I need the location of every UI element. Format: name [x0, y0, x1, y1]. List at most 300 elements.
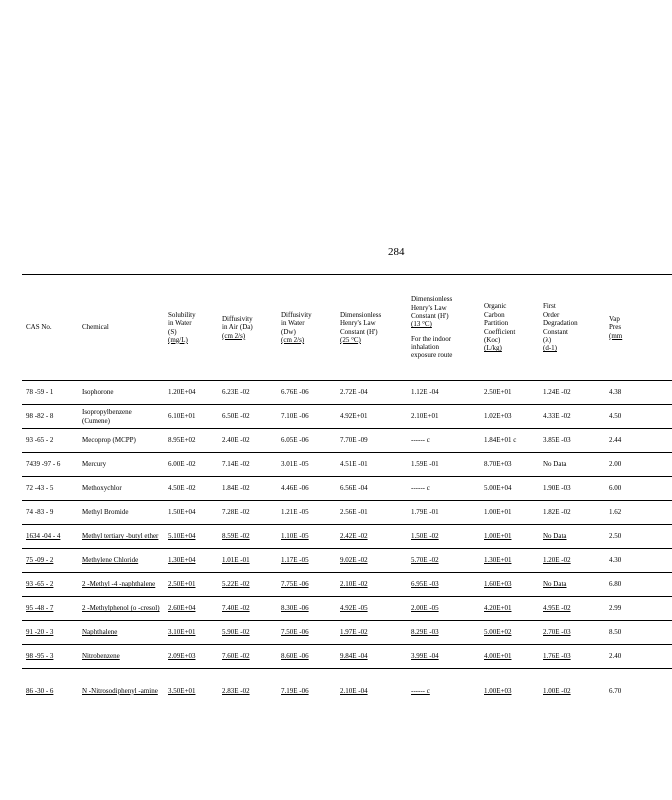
cell-value: 1.00E+03 — [484, 686, 512, 695]
table-cell-koc — [480, 645, 539, 669]
cell-value: 7.19E -06 — [281, 686, 309, 695]
cell-value: 72 -43 - 5 — [26, 484, 54, 493]
table-cell-henry-13c — [407, 597, 480, 621]
table-cell-vapor-pressure — [605, 501, 672, 525]
cell-value: 1.59E -01 — [411, 460, 439, 469]
cell-value: 8.29E -03 — [411, 628, 439, 637]
cell-value: 74 -83 - 9 — [26, 508, 54, 517]
table-row — [22, 573, 672, 597]
table-cell-degradation-constant — [539, 573, 605, 597]
table-cell-diffusivity-water — [277, 477, 336, 501]
table-cell-degradation-constant — [539, 549, 605, 573]
cell-value: 2.09E+03 — [168, 652, 196, 661]
header-line: First — [543, 302, 556, 311]
cell-value: 8.70E+03 — [484, 460, 512, 469]
table-cell-henry-25c — [336, 621, 407, 645]
chemical-properties-table — [22, 274, 672, 713]
table-cell-diffusivity-air — [218, 381, 277, 405]
table-row — [22, 669, 672, 713]
cell-value: 6.23E -02 — [222, 388, 250, 397]
table-cell-koc — [480, 477, 539, 501]
header-line: Degradation — [543, 319, 578, 328]
table-cell-cas-no — [22, 621, 78, 645]
cell-value: 2.40 — [609, 652, 622, 661]
cell-value: 2 -Methylphenol (o -cresol) — [82, 604, 160, 613]
table-cell-henry-13c — [407, 381, 480, 405]
header-line: in Air (Da) — [222, 323, 253, 332]
cell-value: Naphthalene — [82, 628, 118, 637]
cell-value: ------ c — [411, 686, 430, 695]
table-cell-solubility — [164, 525, 218, 549]
cell-value: 6.00E -02 — [168, 460, 196, 469]
table-cell-vapor-pressure — [605, 477, 672, 501]
cell-value: 2.70E -03 — [543, 628, 571, 637]
cell-value: 4.33E -02 — [543, 412, 571, 421]
cell-value: 8.50 — [609, 628, 622, 637]
header-line: (25 °C) — [340, 335, 361, 344]
table-cell-koc — [480, 501, 539, 525]
table-cell-chemical — [78, 405, 164, 429]
cell-value: 2.40E -02 — [222, 436, 250, 445]
cell-value: 6.50E -02 — [222, 412, 250, 421]
cell-value: 6.70 — [609, 686, 622, 695]
table-row — [22, 429, 672, 453]
cell-value: 98 -82 - 8 — [26, 412, 54, 421]
table-cell-henry-25c — [336, 501, 407, 525]
table-cell-solubility — [164, 669, 218, 713]
table-cell-koc — [480, 573, 539, 597]
table-cell-vapor-pressure — [605, 381, 672, 405]
cell-value: 7.75E -06 — [281, 580, 309, 589]
table-header-row — [22, 275, 672, 381]
table-cell-degradation-constant — [539, 597, 605, 621]
table-row — [22, 501, 672, 525]
table-cell-diffusivity-water — [277, 525, 336, 549]
table-cell-henry-25c — [336, 477, 407, 501]
table-cell-chemical — [78, 549, 164, 573]
table-cell-chemical — [78, 381, 164, 405]
cell-value: 1.00E -02 — [543, 686, 571, 695]
table-cell-henry-13c — [407, 405, 480, 429]
cell-value: 1.02E+03 — [484, 412, 512, 421]
cell-value: 7.14E -02 — [222, 460, 250, 469]
cell-value: ------ c — [411, 484, 430, 493]
header-line: Constant (H') — [340, 327, 378, 336]
table-cell-cas-no — [22, 501, 78, 525]
table-cell-vapor-pressure — [605, 525, 672, 549]
table-cell-vapor-pressure — [605, 429, 672, 453]
table-cell-henry-13c — [407, 621, 480, 645]
table-cell-diffusivity-water — [277, 669, 336, 713]
cell-value: 6.95E -03 — [411, 580, 439, 589]
table-cell-degradation-constant — [539, 525, 605, 549]
table-cell-diffusivity-air — [218, 549, 277, 573]
cell-value: 5.22E -02 — [222, 580, 250, 589]
table-cell-cas-no — [22, 429, 78, 453]
table-cell-chemical — [78, 477, 164, 501]
cell-value: 6.80 — [609, 580, 622, 589]
table-cell-chemical — [78, 501, 164, 525]
header-line: Chemical — [82, 323, 109, 332]
cell-value: 1.00E+01 — [484, 508, 512, 517]
table-cell-koc — [480, 549, 539, 573]
table-cell-henry-25c — [336, 405, 407, 429]
cell-value: 9.02E -02 — [340, 556, 368, 565]
chemical-properties-table-container — [22, 274, 623, 744]
cell-value: No Data — [543, 580, 567, 589]
cell-value: 2.42E -02 — [340, 532, 368, 541]
table-cell-chemical — [78, 429, 164, 453]
table-cell-diffusivity-air — [218, 477, 277, 501]
table-row — [22, 549, 672, 573]
cell-value: No Data — [543, 460, 567, 469]
cell-value: 4.50E -02 — [168, 484, 196, 493]
table-row — [22, 381, 672, 405]
table-row — [22, 621, 672, 645]
cell-value: 7.10E -06 — [281, 412, 309, 421]
cell-value: N -Nitrosodiphenyl -amine — [82, 686, 158, 695]
table-cell-henry-13c — [407, 477, 480, 501]
table-cell-henry-25c — [336, 525, 407, 549]
table-cell-henry-13c — [407, 501, 480, 525]
header-line: Constant (H') — [411, 311, 449, 320]
cell-value: 1.00E+01 — [484, 532, 512, 541]
cell-value: 6.05E -06 — [281, 436, 309, 445]
table-cell-henry-25c — [336, 573, 407, 597]
table-cell-koc — [480, 621, 539, 645]
cell-value: 8.95E+02 — [168, 436, 196, 445]
table-cell-chemical — [78, 669, 164, 713]
table-cell-degradation-constant — [539, 477, 605, 501]
table-cell-diffusivity-water — [277, 453, 336, 477]
cell-value: 8.59E -02 — [222, 532, 250, 541]
table-row — [22, 477, 672, 501]
cell-value: 1.50E -02 — [411, 532, 439, 541]
cell-value: 7439 -97 - 6 — [26, 460, 61, 469]
table-cell-koc — [480, 429, 539, 453]
cell-value: 2.10E -04 — [340, 686, 368, 695]
header-line: (λ) — [543, 335, 552, 344]
column-header-chemical — [78, 275, 164, 381]
table-cell-diffusivity-air — [218, 597, 277, 621]
cell-value: 1.90E -03 — [543, 484, 571, 493]
cell-value: 98 -95 - 3 — [26, 652, 54, 661]
table-cell-cas-no — [22, 405, 78, 429]
cell-value: 5.70E -02 — [411, 556, 439, 565]
header-line: Dimensionless — [411, 295, 453, 304]
cell-value: Methyl Bromide — [82, 508, 129, 517]
cell-value: 75 -09 - 2 — [26, 556, 54, 565]
table-cell-henry-13c — [407, 549, 480, 573]
page-number: 284 — [388, 246, 405, 258]
header-line: (L/kg) — [484, 344, 502, 353]
cell-value: 3.50E+01 — [168, 686, 196, 695]
table-cell-diffusivity-air — [218, 405, 277, 429]
table-cell-henry-13c — [407, 573, 480, 597]
table-cell-henry-13c — [407, 453, 480, 477]
cell-value: No Data — [543, 532, 567, 541]
cell-value: 7.60E -02 — [222, 652, 250, 661]
table-row — [22, 525, 672, 549]
table-cell-vapor-pressure — [605, 597, 672, 621]
table-cell-degradation-constant — [539, 645, 605, 669]
column-header-diffusivity-water — [277, 275, 336, 381]
table-cell-vapor-pressure — [605, 669, 672, 713]
table-cell-chemical — [78, 525, 164, 549]
table-cell-solubility — [164, 429, 218, 453]
table-cell-henry-25c — [336, 597, 407, 621]
cell-value: 5.90E -02 — [222, 628, 250, 637]
table-cell-vapor-pressure — [605, 573, 672, 597]
table-cell-degradation-constant — [539, 669, 605, 713]
header-line: (d-1) — [543, 344, 557, 353]
header-note-line: For the indoor — [411, 334, 452, 343]
table-cell-henry-25c — [336, 381, 407, 405]
header-line: Diffusivity — [222, 314, 253, 323]
table-cell-henry-25c — [336, 453, 407, 477]
table-cell-diffusivity-water — [277, 645, 336, 669]
header-line: in Water — [281, 319, 305, 328]
header-line: (cm 2/s) — [281, 335, 305, 344]
table-body — [22, 381, 672, 713]
cell-value: 1.20E -02 — [543, 556, 571, 565]
cell-value: Isopropylbenzene (Cumene) — [82, 408, 132, 425]
header-line: in Water — [168, 319, 192, 328]
table-cell-degradation-constant — [539, 501, 605, 525]
table-cell-cas-no — [22, 453, 78, 477]
table-cell-degradation-constant — [539, 405, 605, 429]
cell-value: 2.44 — [609, 436, 622, 445]
table-cell-vapor-pressure — [605, 453, 672, 477]
table-row — [22, 645, 672, 669]
table-cell-diffusivity-air — [218, 669, 277, 713]
table-cell-diffusivity-air — [218, 453, 277, 477]
cell-value: 93 -65 - 2 — [26, 580, 54, 589]
table-cell-degradation-constant — [539, 621, 605, 645]
cell-value: 1.50E+04 — [168, 508, 196, 517]
table-row — [22, 453, 672, 477]
header-line: Carbon — [484, 310, 505, 319]
cell-value: Methyl tertiary -butyl ether — [82, 532, 159, 541]
table-cell-diffusivity-air — [218, 573, 277, 597]
table-cell-diffusivity-water — [277, 621, 336, 645]
cell-value: Mercury — [82, 460, 107, 469]
table-cell-diffusivity-air — [218, 429, 277, 453]
header-line: (Dw) — [281, 327, 296, 336]
cell-value: 1.24E -02 — [543, 388, 571, 397]
cell-value: Nitrobenzene — [82, 652, 120, 661]
cell-value: 3.01E -05 — [281, 460, 309, 469]
cell-value: 1.10E -05 — [281, 532, 309, 541]
cell-value: Methylene Chloride — [82, 556, 139, 565]
table-cell-vapor-pressure — [605, 549, 672, 573]
header-note-line: exposure route — [411, 351, 453, 360]
cell-value: 7.50E -06 — [281, 628, 309, 637]
cell-value: 7.28E -02 — [222, 508, 250, 517]
header-line: Organic — [484, 302, 507, 311]
header-line: Diffusivity — [281, 310, 312, 319]
cell-value: 1.97E -02 — [340, 628, 368, 637]
table-cell-cas-no — [22, 381, 78, 405]
cell-value: 1634 -04 - 4 — [26, 532, 61, 541]
cell-value: 6.56E -04 — [340, 484, 368, 493]
cell-value: 4.51E -01 — [340, 460, 368, 469]
table-cell-henry-25c — [336, 429, 407, 453]
cell-value: 1.30E+01 — [484, 556, 512, 565]
header-line: Henry's Law — [411, 303, 447, 312]
table-cell-chemical — [78, 453, 164, 477]
cell-value: 1.84E+01 c — [484, 436, 517, 445]
table-cell-koc — [480, 453, 539, 477]
cell-value: 2.00E -05 — [411, 604, 439, 613]
table-cell-chemical — [78, 597, 164, 621]
cell-value: 86 -30 - 6 — [26, 686, 54, 695]
table-cell-henry-25c — [336, 549, 407, 573]
table-cell-koc — [480, 597, 539, 621]
header-line: (mg/L) — [168, 335, 188, 344]
cell-value: 1.62 — [609, 508, 622, 517]
cell-value: 1.30E+04 — [168, 556, 196, 565]
header-note-line: inhalation — [411, 343, 439, 352]
cell-value: 5.00E+02 — [484, 628, 512, 637]
header-line: (13 °C) — [411, 320, 432, 329]
cell-value: 4.00E+01 — [484, 652, 512, 661]
table-cell-chemical — [78, 621, 164, 645]
table-cell-vapor-pressure — [605, 621, 672, 645]
table-cell-koc — [480, 405, 539, 429]
cell-value: 91 -20 - 3 — [26, 628, 54, 637]
table-cell-diffusivity-water — [277, 429, 336, 453]
cell-value: 78 -59 - 1 — [26, 388, 54, 397]
cell-value: 3.85E -03 — [543, 436, 571, 445]
cell-value: 5.10E+04 — [168, 532, 196, 541]
cell-value: 2.10E -02 — [340, 580, 368, 589]
table-cell-koc — [480, 381, 539, 405]
table-cell-solubility — [164, 573, 218, 597]
header-line: Dimensionless — [340, 310, 382, 319]
table-cell-solubility — [164, 549, 218, 573]
table-cell-vapor-pressure — [605, 405, 672, 429]
cell-value: 8.30E -06 — [281, 604, 309, 613]
cell-value: 1.76E -03 — [543, 652, 571, 661]
table-cell-henry-13c — [407, 669, 480, 713]
cell-value: 2.83E -02 — [222, 686, 250, 695]
header-line: Solubility — [168, 310, 196, 319]
cell-value: 4.46E -06 — [281, 484, 309, 493]
table-cell-cas-no — [22, 645, 78, 669]
cell-value: 6.10E+01 — [168, 412, 196, 421]
table-cell-henry-25c — [336, 669, 407, 713]
cell-value: 4.95E -02 — [543, 604, 571, 613]
table-cell-diffusivity-air — [218, 501, 277, 525]
cell-value: 7.70E -09 — [340, 436, 368, 445]
cell-value: 2.60E+04 — [168, 604, 196, 613]
header-line: Partition — [484, 319, 509, 328]
cell-value: 2.50E+01 — [168, 580, 196, 589]
cell-value: 4.20E+01 — [484, 604, 512, 613]
cell-value: 8.60E -06 — [281, 652, 309, 661]
cell-value: 1.21E -05 — [281, 508, 309, 517]
cell-value: 2.50 — [609, 532, 622, 541]
cell-value: 95 -48 - 7 — [26, 604, 54, 613]
header-line: CAS No. — [26, 323, 52, 332]
cell-value: 1.01E -01 — [222, 556, 250, 565]
cell-value: 2.72E -04 — [340, 388, 368, 397]
header-line: (cm 2/s) — [222, 331, 246, 340]
cell-value: 3.10E+01 — [168, 628, 196, 637]
table-cell-cas-no — [22, 549, 78, 573]
table-cell-diffusivity-water — [277, 549, 336, 573]
cell-value: 1.17E -05 — [281, 556, 309, 565]
table-cell-chemical — [78, 573, 164, 597]
table-cell-cas-no — [22, 525, 78, 549]
cell-value: 4.50 — [609, 412, 622, 421]
column-header-degradation-constant — [539, 275, 605, 381]
cell-value: ------ c — [411, 436, 430, 445]
cell-value: 1.79E -01 — [411, 508, 439, 517]
table-cell-cas-no — [22, 573, 78, 597]
cell-value: 93 -65 - 2 — [26, 436, 54, 445]
table-cell-diffusivity-water — [277, 405, 336, 429]
header-line: Pres — [609, 323, 622, 332]
header-line: Constant — [543, 327, 568, 336]
header-line: (Koc) — [484, 335, 501, 344]
column-header-diffusivity-air — [218, 275, 277, 381]
cell-value: Isophorone — [82, 388, 114, 397]
table-cell-henry-13c — [407, 645, 480, 669]
header-line: Henry's Law — [340, 319, 376, 328]
table-cell-solubility — [164, 477, 218, 501]
header-line: Order — [543, 310, 560, 319]
header-line: (mm — [609, 331, 623, 340]
cell-value: 6.00 — [609, 484, 622, 493]
table-cell-henry-13c — [407, 525, 480, 549]
table-cell-diffusivity-air — [218, 621, 277, 645]
table-cell-solubility — [164, 597, 218, 621]
cell-value: 9.84E -04 — [340, 652, 368, 661]
header-line: Vap — [609, 314, 620, 323]
table-cell-cas-no — [22, 669, 78, 713]
cell-value: 2.56E -01 — [340, 508, 368, 517]
header-line: (S) — [168, 327, 177, 336]
table-cell-degradation-constant — [539, 381, 605, 405]
table-cell-degradation-constant — [539, 429, 605, 453]
cell-value: Mecoprop (MCPP) — [82, 436, 136, 445]
cell-value: 6.76E -06 — [281, 388, 309, 397]
cell-value: 2 -Methyl -4 -naphthalene — [82, 580, 156, 589]
table-cell-diffusivity-air — [218, 645, 277, 669]
cell-value: 5.00E+04 — [484, 484, 512, 493]
table-cell-solubility — [164, 501, 218, 525]
cell-value: 2.10E+01 — [411, 412, 439, 421]
table-cell-henry-13c — [407, 429, 480, 453]
table-cell-solubility — [164, 405, 218, 429]
cell-value: 1.60E+03 — [484, 580, 512, 589]
cell-value: 1.20E+04 — [168, 388, 196, 397]
cell-value: 7.40E -02 — [222, 604, 250, 613]
table-cell-degradation-constant — [539, 453, 605, 477]
column-header-henry-13c — [407, 275, 480, 381]
cell-value: 2.99 — [609, 604, 622, 613]
cell-value: 4.92E -05 — [340, 604, 368, 613]
table-cell-vapor-pressure — [605, 645, 672, 669]
column-header-koc — [480, 275, 539, 381]
column-header-henry-25c — [336, 275, 407, 381]
table-cell-cas-no — [22, 477, 78, 501]
cell-value: 2.00 — [609, 460, 622, 469]
cell-value: 1.82E -02 — [543, 508, 571, 517]
table-cell-diffusivity-air — [218, 525, 277, 549]
